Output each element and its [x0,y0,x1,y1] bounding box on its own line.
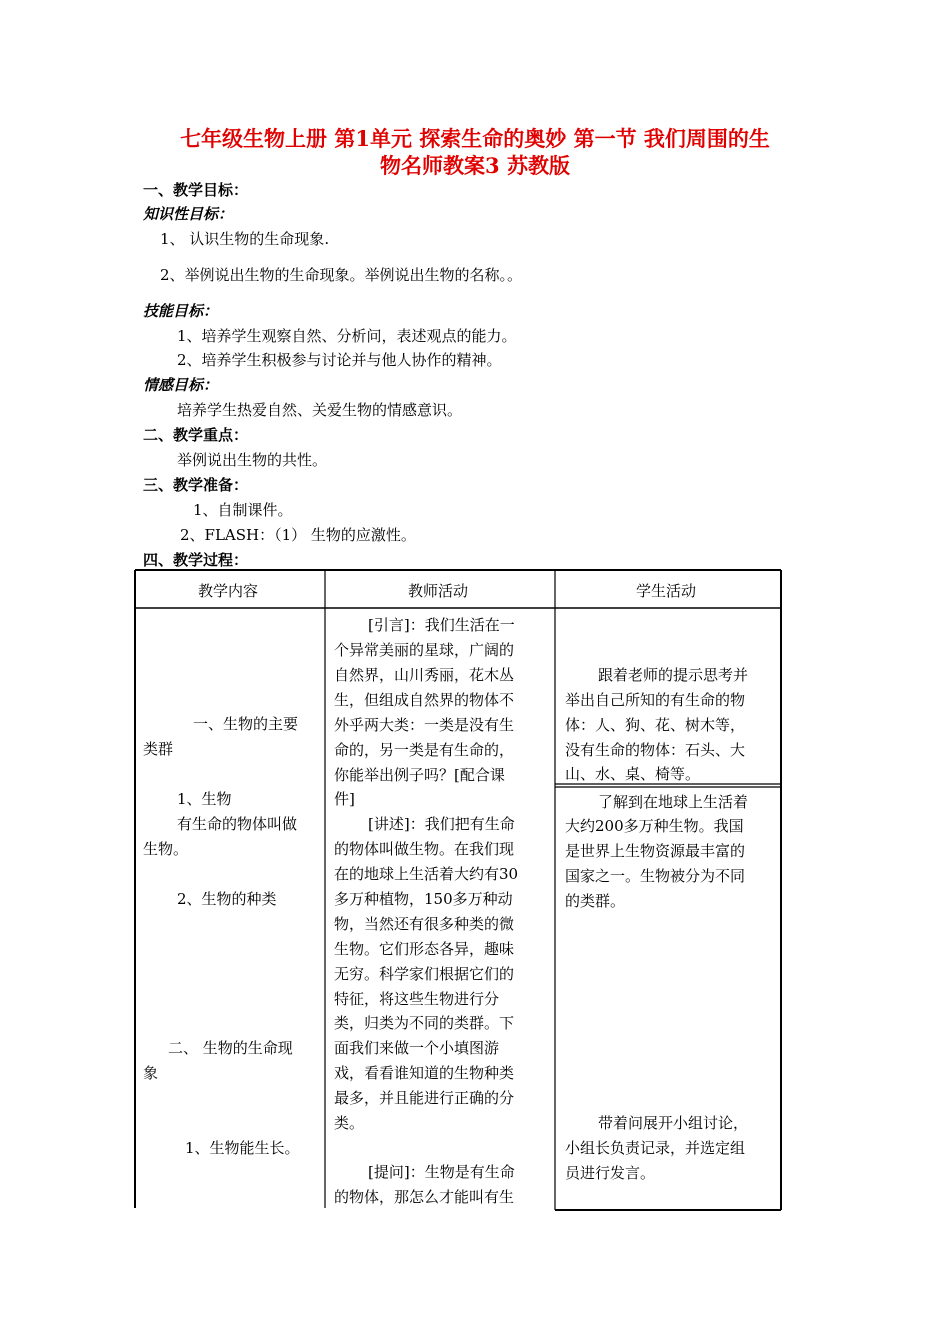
content-line: 1、生物能生长。 [185,1139,300,1157]
student-line: 举出自己所知的有生命的物 [565,691,746,709]
section-preparation-heading: 三、教学准备： [143,476,249,494]
section-objectives-heading: 一、教学目标： [143,181,249,199]
teacher-line: 生物。它们形态各异，趣味 [334,940,515,958]
preparation-item-1: 1、自制课件。 [193,501,293,519]
student-line: 员进行发言。 [565,1164,656,1182]
content-line: 有生命的物体叫做 [177,815,298,833]
teacher-line: 命的，另一类是有生命的， [334,741,515,759]
knowledge-item-1: 1、 认识生物的生命现象. [160,230,330,248]
teacher-line: 外乎两大类：一类是没有生 [334,716,515,734]
content-line: 类群 [143,740,174,758]
teacher-line: 面我们来做一个小填图游 [334,1039,500,1057]
teacher-line: 在的地球上生活着大约有30 [334,865,519,883]
student-line: 大约200多万种生物。我国 [565,817,744,835]
student-line: 带着问展开小组讨论， [598,1114,749,1132]
teacher-line: [讲述]：我们把有生命 [368,815,515,833]
student-line: 山、水、桌、椅等。 [565,765,701,783]
teacher-line: 多万种植物，150多万种动 [334,890,513,908]
student-line: 小组长负责记录，并选定组 [565,1139,746,1157]
student-line: 国家之一。生物被分为不同 [565,867,746,885]
section-process-heading: 四、教学过程： [143,551,249,569]
skill-goals-heading: 技能目标： [143,302,219,320]
skill-item-1: 1、培养学生观察自然、分析问，表述观点的能力。 [177,327,517,345]
content-line: 象 [143,1064,159,1082]
page-title-line2: 物名师教案3 苏教版 [380,153,570,178]
page-title-line1: 七年级生物上册 第1单元 探索生命的奥妙 第一节 我们周围的生 [180,126,770,151]
emotion-goal-text: 培养学生热爱自然、关爱生物的情感意识。 [177,401,463,419]
content-line: 二、 生物的生命现 [168,1039,293,1057]
emotion-goals-heading: 情感目标： [143,376,219,394]
skill-item-2: 2、培养学生积极参与讨论并与他人协作的精神。 [177,351,502,369]
key-points-text: 举例说出生物的共性。 [177,451,328,469]
student-line: 是世界上生物资源最丰富的 [565,842,746,860]
knowledge-goals-heading: 知识性目标： [143,205,234,223]
teacher-line: 戏，看看谁知道的生物种类 [334,1064,515,1082]
student-line: 没有生命的物体：石头、大 [565,741,746,759]
content-line: 2、生物的种类 [177,890,277,908]
knowledge-item-2: 2、举例说出生物的生命现象。举例说出生物的名称。。 [160,266,523,284]
student-line: 体：人、狗、花、树木等， [565,716,746,734]
teacher-line: 类。 [334,1114,365,1132]
content-line: 一、生物的主要 [193,715,299,733]
teacher-line: 无穷。科学家们根据它们的 [334,965,515,983]
student-line: 了解到在地球上生活着 [598,793,749,811]
teacher-line: 物，当然还有很多种类的微 [334,915,515,933]
teacher-line: 的物体叫做生物。在我们现 [334,840,515,858]
table-header-student: 学生活动 [636,582,697,600]
teacher-line: 个异常美丽的星球，广阔的 [334,641,515,659]
preparation-item-2: 2、FLASH：（1） 生物的应激性。 [180,526,416,544]
section-key-points-heading: 二、教学重点： [143,426,249,444]
table-header-teacher: 教师活动 [408,582,469,600]
teacher-line: [引言]：我们生活在一 [368,616,515,634]
teacher-line: [提问]：生物是有生命 [368,1163,515,1181]
student-line: 的类群。 [565,892,626,910]
teacher-line: 最多，并且能进行正确的分 [334,1089,515,1107]
content-line: 生物。 [143,840,189,858]
student-line: 跟着老师的提示思考并 [598,666,749,684]
teacher-line: 你能举出例子吗？[配合课 [334,766,505,784]
teacher-line: 类，归类为不同的类群。下 [334,1014,515,1032]
teacher-line: 自然界，山川秀丽，花木丛 [334,666,515,684]
teacher-line: 特征，将这些生物进行分 [334,990,500,1008]
teacher-line: 生，但组成自然界的物体不 [334,691,515,709]
table-header-content: 教学内容 [198,582,259,600]
teacher-line: 件] [334,790,355,808]
teacher-line: 的物体，那怎么才能叫有生 [334,1188,515,1206]
content-line: 1、生物 [177,790,232,808]
